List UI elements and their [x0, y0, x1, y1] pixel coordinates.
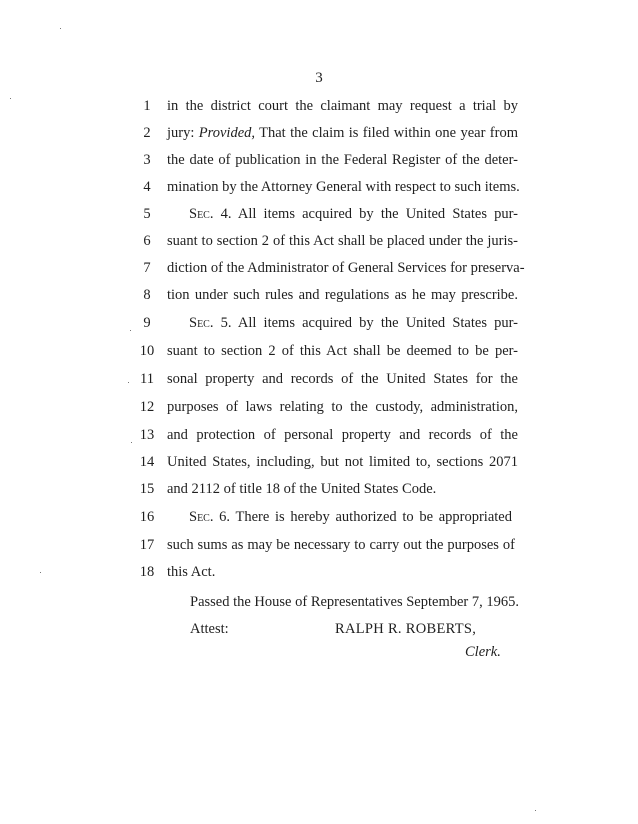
scan-speck [40, 572, 41, 573]
text-line [0, 315, 638, 342]
text-line [0, 125, 638, 152]
clerk-title: Clerk. [465, 644, 501, 660]
line-text [167, 206, 518, 223]
line-text-part: That the claim is filed within one year from [255, 125, 518, 141]
line-text: suant to section 2 of this Act shall be placed under the juris- [167, 233, 518, 249]
line-text: the date of publication in the Federal Register of the deter- [167, 152, 518, 168]
text-line [0, 98, 638, 125]
text-line [0, 399, 638, 426]
line-number: 17 [139, 537, 155, 553]
scan-speck [128, 382, 129, 383]
line-number: 16 [139, 509, 155, 525]
scan-speck [535, 810, 536, 811]
line-text: such sums as may be necessary to carry out the purposes of [167, 537, 515, 553]
line-number: 10 [139, 343, 155, 359]
line-text: sonal property and records of the United States for the [167, 371, 518, 387]
line-text [167, 509, 512, 526]
line-number: 14 [139, 454, 155, 470]
scan-speck [10, 98, 11, 99]
text-line [0, 564, 638, 591]
clerk-name: RALPH R. ROBERTS, [335, 621, 477, 637]
line-text [167, 125, 518, 142]
line-number: 1 [143, 98, 151, 114]
page-number: 3 [315, 70, 323, 86]
line-number: 12 [139, 399, 155, 415]
line-number: 13 [139, 427, 155, 443]
line-number: 6 [143, 233, 151, 249]
line-text-part: jury: [167, 125, 199, 141]
line-text: and 2112 of title 18 of the United States Code. [167, 481, 437, 497]
line-text-part: 5. All items acquired by the United States pur- [213, 315, 518, 331]
line-text [167, 315, 518, 332]
line-text: this Act. [167, 564, 216, 580]
line-text: suant to section 2 of this Act shall be deemed to be per- [167, 343, 518, 359]
line-number: 15 [139, 481, 155, 497]
line-number: 18 [139, 564, 155, 580]
text-line [0, 152, 638, 179]
text-line [0, 509, 638, 536]
line-number: 11 [140, 371, 154, 387]
text-line [0, 179, 638, 206]
text-line [0, 371, 638, 398]
section-label: Sec. [189, 315, 214, 331]
line-text: mination by the Attorney General with respect to such items. [167, 179, 520, 195]
line-number: 4 [143, 179, 151, 195]
section-label: Sec. [189, 206, 214, 222]
scan-speck [130, 330, 131, 331]
line-number: 8 [143, 287, 151, 303]
scan-speck [60, 28, 61, 29]
text-line [0, 343, 638, 370]
text-line [0, 233, 638, 260]
text-line [0, 537, 638, 564]
line-text: purposes of laws relating to the custody, administration, [167, 399, 518, 415]
line-number: 2 [143, 125, 151, 141]
text-line [0, 260, 638, 287]
text-line [0, 287, 638, 314]
section-label: Sec. [189, 509, 214, 525]
line-text: tion under such rules and regulations as he may prescribe. [167, 287, 518, 303]
text-line [0, 206, 638, 233]
scan-speck [131, 442, 132, 443]
line-text-part: 4. All items acquired by the United States pur- [213, 206, 518, 222]
text-line [0, 427, 638, 454]
line-text: diction of the Administrator of General Services for preserva- [167, 260, 525, 276]
line-number: 7 [143, 260, 151, 276]
line-number: 5 [143, 206, 151, 222]
line-text-part: 6. There is hereby authorized to be appropriated [213, 509, 512, 525]
line-text: and protection of personal property and records of the [167, 427, 518, 443]
passed-statement: Passed the House of Representatives September 7, 1965. [190, 594, 519, 610]
text-line [0, 454, 638, 481]
provided-word: Provided, [198, 125, 256, 141]
line-number: 9 [143, 315, 151, 331]
line-number: 3 [143, 152, 151, 168]
attest-label: Attest: [190, 621, 229, 637]
line-text: United States, including, but not limited to, sections 2071 [167, 454, 518, 470]
line-text: in the district court the claimant may request a trial by [167, 98, 518, 114]
text-line [0, 481, 638, 508]
